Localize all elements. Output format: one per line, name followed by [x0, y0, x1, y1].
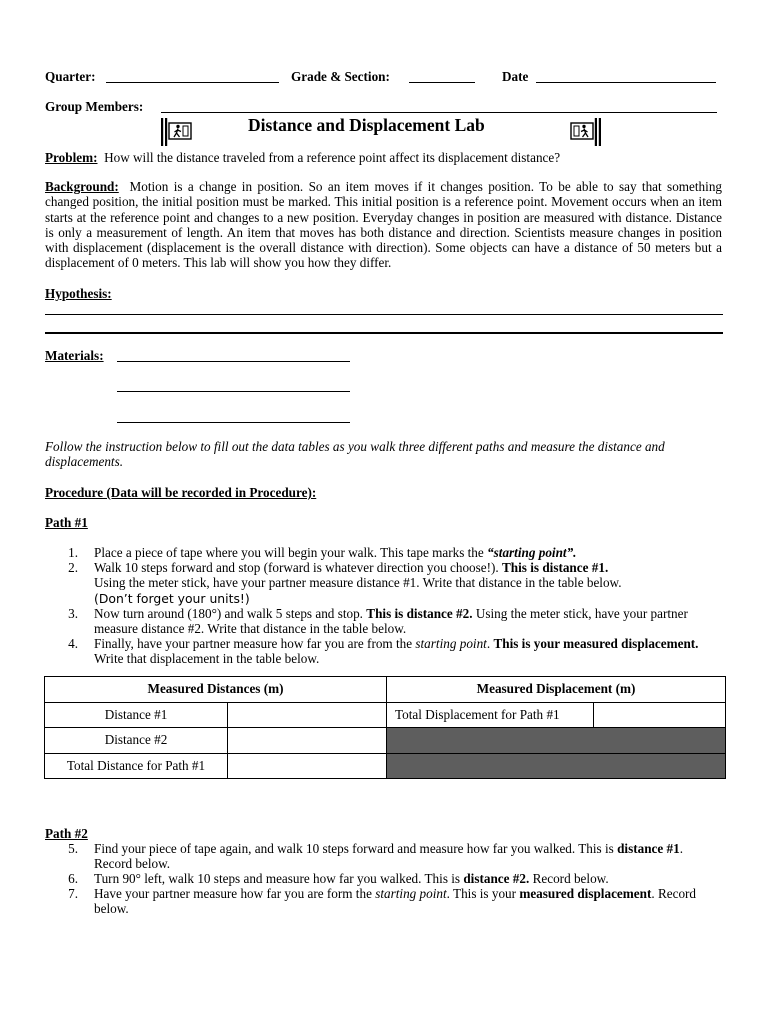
materials-label: Materials: [45, 348, 104, 363]
date-label: Date [502, 69, 529, 84]
date-blank [536, 82, 716, 83]
row-label-total-displacement: Total Displacement for Path #1 [387, 702, 594, 728]
materials-blank [117, 361, 350, 362]
path1-data-table [44, 676, 726, 779]
step-1: Place a piece of tape where you will begin your walk. This tape marks the “starting point”. [94, 545, 577, 560]
step-5: Find your piece of tape again, and walk 10 steps forward and measure how far you walked. This is distance #1. Record below. [94, 841, 684, 872]
step-number: 5. [68, 841, 78, 856]
grade-section-label: Grade & Section: [291, 69, 390, 84]
hypothesis-line [45, 332, 723, 334]
group-members-label: Group Members: [45, 99, 144, 114]
page-title: Distance and Displacement Lab [248, 115, 485, 135]
quarter-label: Quarter: [45, 69, 96, 84]
row-label-distance-1: Distance #1 [45, 702, 228, 728]
problem-label: Problem: [45, 150, 98, 165]
step-7: Have your partner measure how far you are form the starting point. This is your measured displacement. Record below. [94, 886, 697, 917]
step-number: 1. [68, 545, 78, 560]
distance-2-cell[interactable] [228, 728, 387, 754]
grade-section-blank [409, 82, 475, 83]
background-text: Motion is a change in position. So an item moves if it changes position. To be able to say that something changed position, the initial position must be marked. This initial position is a reference point. Movement occurs when an item starts at the reference point and changes to a new position. Everyday changes in position are measured with distance. Distance is only a measurement of length. An item that moves has both distance and direction. Scientists measure changes in position with displacement (displacement is the overall distance with direction). Some objects can have a distance of 50 meters but a displacement of 0 meters. This lab will show you how they differ. [45, 179, 723, 271]
path1-heading: Path #1 [45, 515, 88, 530]
table-header-displacement: Measured Displacement (m) [387, 677, 726, 703]
pedestrian-sign-icon [568, 116, 604, 148]
row-label-distance-2: Distance #2 [45, 728, 228, 754]
total-displacement-cell[interactable] [594, 702, 726, 728]
problem-section [45, 150, 725, 166]
table-header-distances: Measured Distances (m) [45, 677, 387, 703]
group-members-blank [161, 112, 717, 113]
step-number: 2. [68, 560, 78, 575]
shaded-cell [387, 728, 726, 754]
pedestrian-sign-icon [158, 116, 194, 148]
row-label-total-distance: Total Distance for Path #1 [45, 753, 228, 779]
step-number: 3. [68, 606, 78, 621]
background-section [45, 179, 722, 271]
total-distance-cell[interactable] [228, 753, 387, 779]
background-label: Background: [45, 179, 119, 194]
procedure-heading: Procedure (Data will be recorded in Procedure): [45, 485, 317, 500]
materials-blank [117, 422, 350, 423]
distance-1-cell[interactable] [228, 702, 387, 728]
hypothesis-label: Hypothesis: [45, 286, 112, 301]
path2-heading: Path #2 [45, 826, 88, 841]
step-number: 6. [68, 871, 78, 886]
step-2: Walk 10 steps forward and stop (forward is whatever direction you choose!). This is distance #1. Using the meter stick, have your partner measure distance #1. Write that distance in the table below. (Don’t forget your units!) [94, 560, 622, 606]
step-6: Turn 90° left, walk 10 steps and measure how far you walked. This is distance #2. Record below. [94, 871, 609, 886]
step-number: 4. [68, 636, 78, 651]
quarter-blank [106, 82, 279, 83]
step-number: 7. [68, 886, 78, 901]
hypothesis-line [45, 314, 723, 315]
materials-blank [117, 391, 350, 392]
instruction-text: Follow the instruction below to fill out the data tables as you walk three different paths and measure the distance and displacements. [45, 439, 665, 470]
shaded-cell [387, 753, 726, 779]
problem-text: How will the distance traveled from a reference point affect its displacement distance? [104, 150, 561, 165]
step-3: Now turn around (180°) and walk 5 steps and stop. This is distance #2. Using the meter stick, have your partner measure distance #2. Write that distance in the table below. [94, 606, 688, 637]
step-4: Finally, have your partner measure how far you are from the starting point. This is your measured displacement. Write that displacement in the table below. [94, 636, 699, 667]
